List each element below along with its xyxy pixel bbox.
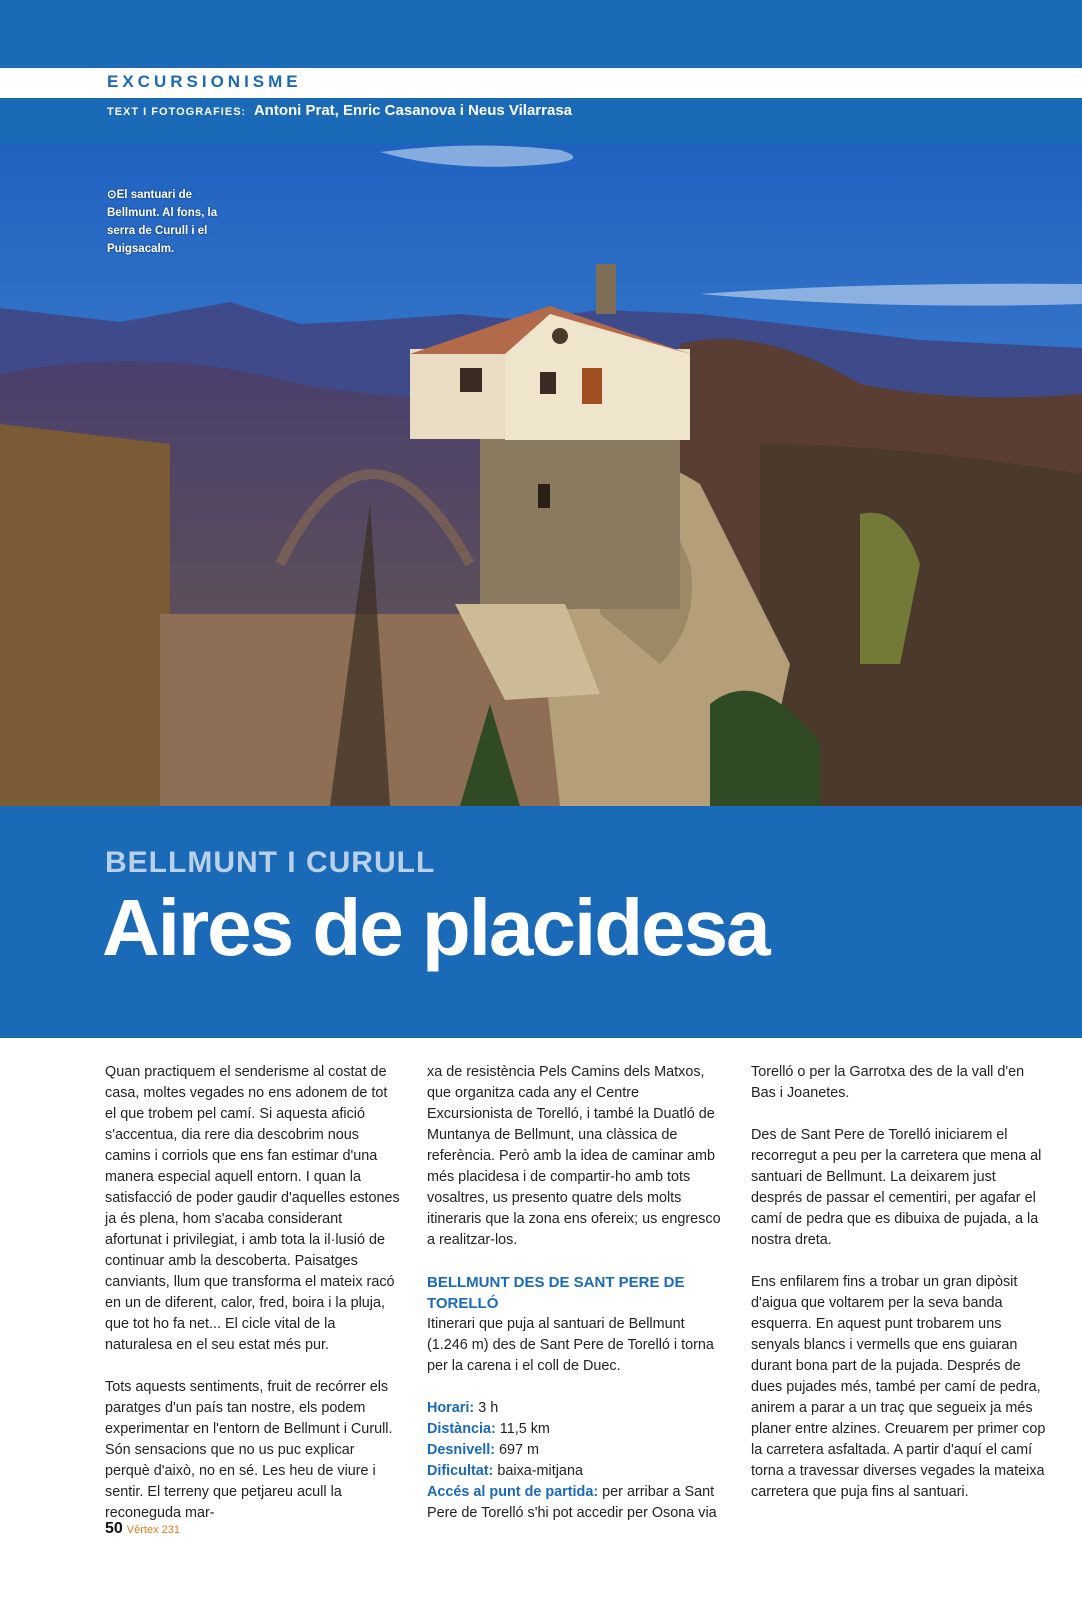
top-color-band [0,0,1082,68]
fact-horari: Horari: 3 h [427,1400,499,1416]
section-label: EXCURSIONISME [107,72,302,91]
page-footer [105,1520,180,1538]
route-facts [427,1398,723,1524]
credit-label: TEXT I FOTOGRAFIES: [107,106,247,118]
body-paragraph: Des de Sant Pere de Torelló iniciarem el recorregut a peu per la carretera que mena al santuari de Bellmunt. La deixarem just després de passar el cementiri, per agafar el camí de pedra que es dibuixa de pujada, a la nostra dreta. [751,1127,1042,1248]
body-paragraph: Quan practiquem el senderisme al costat de casa, moltes vegades no ens adonem de tot el que trobem pel camí. Si aquesta afició s'accentua, dia rere dia descobrim nous camins i corriols que ens fan estimar d'una manera especial aquell entorn. I quan la satisfacció de poder gaudir d'aquelles estones ja és plena, hom s'acaba considerant afortunat i privilegiat, i amb tota la il·lusió de continuar amb la descoberta. Paisatges canviants, llum que transforma el mateix racó en un de diferent, calor, fred, boira i la pluja, que tot ho fa net... El cicle vital de la naturalesa en el seu estat més pur. [105,1064,400,1353]
caption-bullet-icon: ⊙ [107,189,117,201]
magazine-issue: Vèrtex 231 [126,1524,180,1536]
fact-desnivell: Desnivell: 697 m [427,1442,539,1458]
route-intro: Itinerari que puja al santuari de Bellmunt (1.246 m) des de Sant Pere de Torelló i torna per la carena i el coll de Duec. [427,1316,714,1374]
credit-line [107,102,572,119]
body-paragraph: Ens enfilarem fins a trobar un gran dipòsit d'aigua que voltarem per la seva banda esquerra. En aquest punt trobarem uns senyals blancs i vermells que ens guiaran durant bona part de la pujada. Després de dues pujades més, també per camí de pedra, anirem a parar a un traç que segueix ja més planer entre alzines. Creuarem per primer cop la carretera asfaltada. A partir d'aquí el camí torna a travessar diverses vegades la mateixa carretera que puja fins al santuari. [751,1274,1046,1500]
fact-acces: Accés al punt de partida: per arribar a Sant Pere de Torelló s'hi pot accedir per Osona via [427,1484,717,1521]
article-headline: Aires de placidesa [102,883,769,972]
body-paragraph: xa de resistència Pels Camins dels Matxos, que organitza cada any el Centre Excursionista de Torelló, i també la Duatló de Muntanya de Bellmunt, una clàssica de referència. Però amb la idea de caminar amb més placidesa i de compartir-ho amb tots vosaltres, us presento quatre dels molts itineraris que la zona ens ofereix; us engresco a realitzar-los. [427,1064,721,1248]
body-paragraph: Tots aquests sentiments, fruit de recórrer els paratges d'un país tan nostre, els podem experimentar en l'entorn de Bellmunt i Curull. Són sensacions que no us puc explicar perquè d'això, no en sé. Les heu de viure i sentir. El terreny que petjareu acull la reconeguda mar- [105,1379,393,1521]
credit-names: Antoni Prat, Enric Casanova i Neus Vilarrasa [253,102,573,119]
fact-distancia: Distància: 11,5 km [427,1421,550,1437]
route-title: BELLMUNT DES DE SANT PERE DE TORELLÓ [427,1274,685,1312]
body-column-1 [105,1062,400,1545]
photo-caption: ⊙El santuari de Bellmunt. Al fons, la serra de Curull i el Puigsacalm. [107,189,218,255]
fact-dificultat: Dificultat: baixa-mitjana [427,1463,583,1479]
body-column-3 [751,1062,1047,1524]
page-number: 50 [105,1520,123,1537]
article-kicker: BELLMUNT I CURULL [105,846,436,879]
body-paragraph: Torelló o per la Garrotxa des de la vall d'en Bas i Joanetes. [751,1064,1025,1101]
body-column-2 [427,1062,723,1524]
